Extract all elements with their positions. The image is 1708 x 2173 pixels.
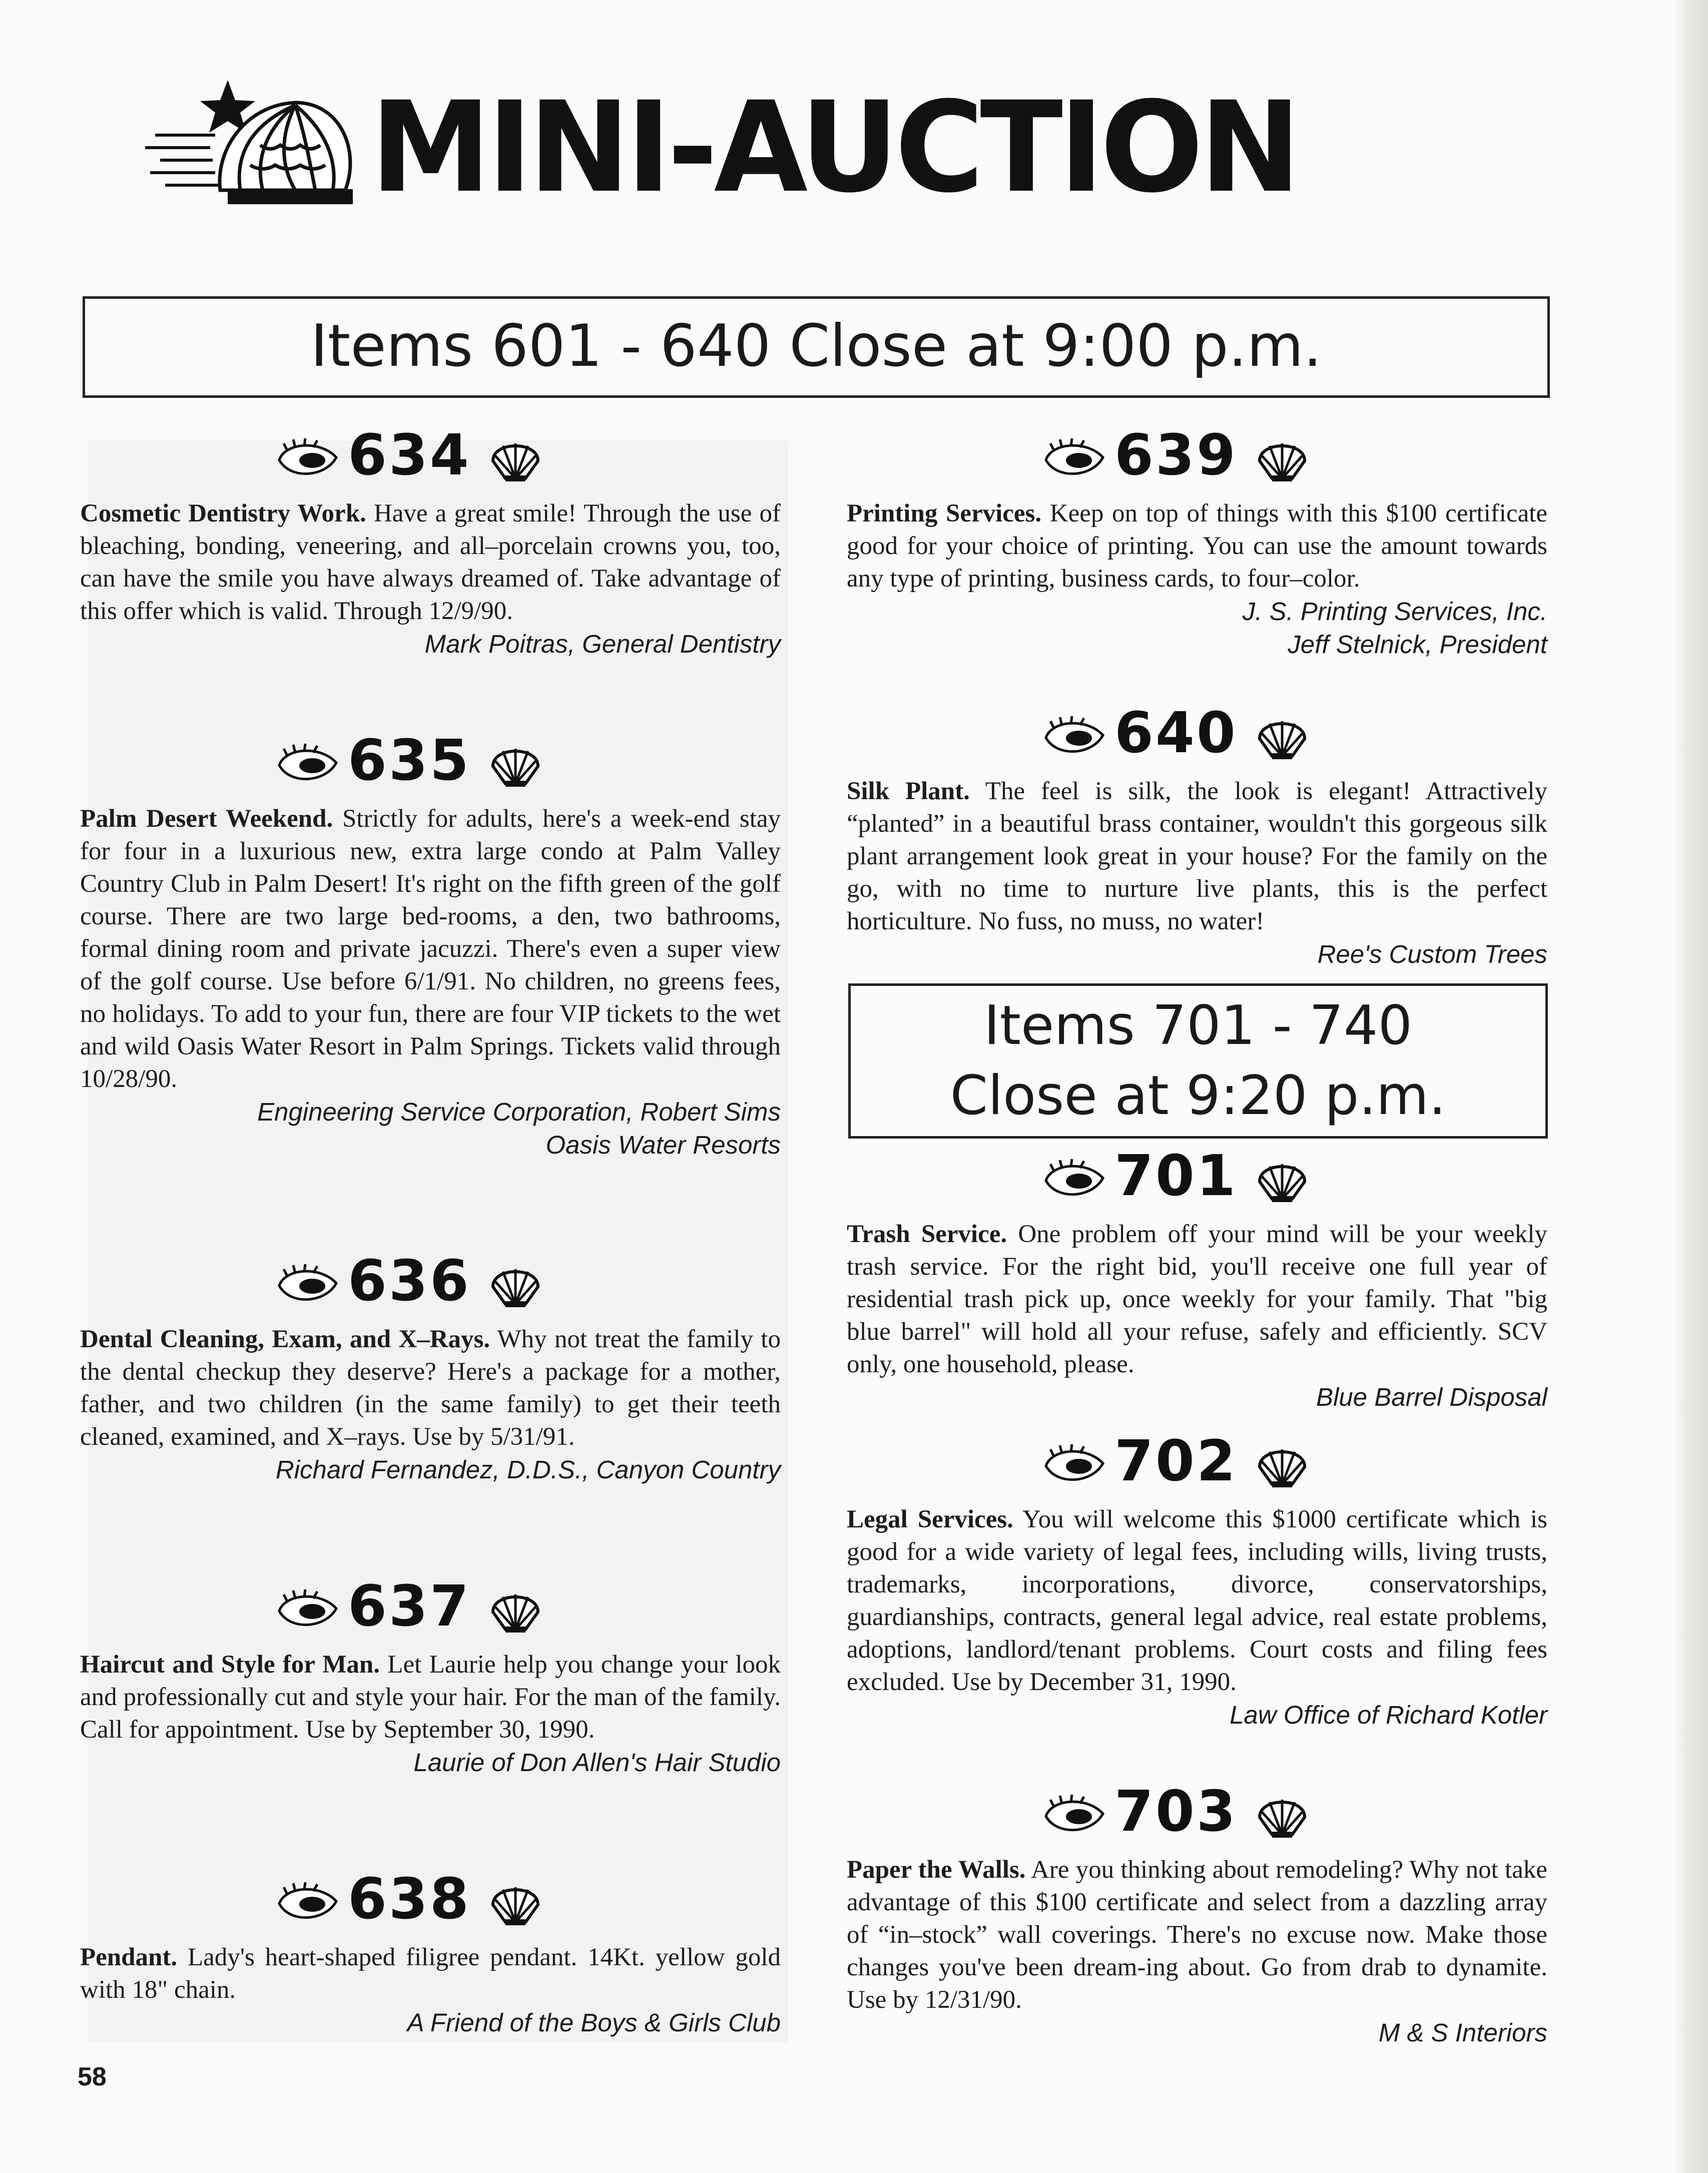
lot-number: 634: [348, 423, 471, 488]
conch-shell-icon: [275, 437, 340, 482]
auction-item: [847, 701, 1547, 971]
item-text: Lady's heart-shaped filigree pendant. 14Kt. yellow gold with 18" chain.: [80, 1943, 781, 2004]
lot-number: 701: [1114, 1144, 1238, 1209]
item-text: Why not treat the family to the dental checkup they deserve? Here's a package for a mother, father, and two children (in the same family) to get their teeth cleaned, examined, and X–rays. Use by 5/31/91.: [80, 1325, 781, 1451]
lot-number-row: [847, 1429, 1547, 1501]
conch-shell-icon: [275, 1588, 340, 1634]
scallop-shell-icon: [1255, 433, 1310, 483]
lot-number-row: [847, 1779, 1547, 1852]
page-edge-shadow: [1673, 0, 1708, 2173]
conch-shell-icon: [1042, 1443, 1107, 1488]
scallop-shell-icon: [1255, 711, 1310, 761]
auction-item: [847, 1144, 1548, 1414]
scallop-shell-icon: [488, 1259, 543, 1309]
item-title: Pendant.: [80, 1943, 178, 1971]
item-title: Haircut and Style for Man.: [80, 1651, 380, 1679]
conch-shell-icon: [1042, 1794, 1107, 1839]
item-title: Paper the Walls.: [847, 1856, 1026, 1884]
lot-number: 639: [1114, 423, 1238, 488]
donor-credit: Engineering Service Corporation, Robert Sims: [257, 1098, 781, 1126]
lot-number: 635: [348, 728, 471, 793]
page-title: MINI-AUCTION: [370, 75, 1298, 220]
item-description: [847, 497, 1547, 595]
item-text: Strictly for adults, here's a week-end stay for four in a luxurious new, extra large condo at Palm Valley Country Club in Palm Desert! It's right on the fifth green of the golf course. There are two large bed-rooms, a den, two bathrooms, formal dining room and private jacuzzi. There's even a super view of the golf course. Use before 6/1/91. No children, no greens fees, no holidays. To add to your fun, there are four VIP tickets to the wet and wild Oasis Water Resort in Palm Springs. Tickets valid through 10/28/90.: [80, 805, 781, 1093]
closing-items-range: Items 701 - 740: [983, 994, 1413, 1057]
closing-time-banner-2: [848, 983, 1548, 1139]
auction-item: [80, 1574, 781, 1779]
auction-item: [847, 1779, 1548, 2049]
item-description: [847, 1854, 1547, 2016]
donor-credit: Richard Fernandez, D.D.S., Canyon Country: [275, 1455, 781, 1484]
lot-number-row: [80, 423, 781, 495]
auction-item: [847, 1429, 1548, 1732]
donor-credit: Blue Barrel Disposal: [1316, 1383, 1547, 1411]
donor-credit: Oasis Water Resorts: [545, 1131, 781, 1159]
item-title: Dental Cleaning, Exam, and X–Rays.: [80, 1325, 490, 1353]
donor-credit: Law Office of Richard Kotler: [1230, 1701, 1547, 1729]
lot-number-row: [80, 1574, 781, 1647]
scallop-shell-icon: [488, 1877, 543, 1927]
page-number: 58: [78, 2062, 107, 2091]
lot-number: 638: [348, 1867, 471, 1932]
conch-shell-icon: [275, 1263, 340, 1308]
donor-credit: Mark Poitras, General Dentistry: [424, 630, 781, 658]
item-description: [847, 1218, 1547, 1381]
lot-number-row: [80, 728, 781, 801]
bleed-through-background: [88, 440, 788, 2042]
item-title: Legal Services.: [847, 1505, 1013, 1533]
item-title: Trash Service.: [847, 1220, 1007, 1248]
lot-number: 702: [1114, 1429, 1238, 1494]
lot-number-row: [847, 701, 1547, 773]
item-title: Cosmetic Dentistry Work.: [80, 499, 366, 527]
conch-shell-icon: [275, 1881, 340, 1926]
header: [145, 70, 1456, 220]
auction-item: [847, 423, 1548, 661]
lot-number-row: [847, 1144, 1547, 1216]
donor-credit: Laurie of Don Allen's Hair Studio: [413, 1748, 781, 1777]
closing-time-banner: [83, 296, 1550, 398]
lot-number-row: [80, 1867, 781, 1939]
item-text: The feel is silk, the look is elegant! Attractively “planted” in a beautiful brass container, wouldn't this gorgeous silk plant arrangement look great in your house? For the family on the go, with no time to nurture live plants, this is the perfect horticulture. No fuss, no muss, no water!: [847, 777, 1547, 935]
item-text: You will welcome this $1000 certificate which is good for a wide variety of legal fees, including wills, living trusts, trademarks, incorporations, divorce, conservatorships, guardianships, contracts, general legal advice, real estate problems, adoptions, landlord/tenant problems. Court costs and filing fees excluded. Use by December 31, 1990.: [847, 1505, 1548, 1696]
item-description: [80, 497, 781, 628]
item-text: Are you thinking about remodeling? Why not take advantage of this $100 certificate and select from a dazzling array of “in–stock” wall coverings. There's no excuse now. Make those changes you've been dream-ing about. Go from drab to dynamite. Use by 12/31/90.: [847, 1856, 1548, 2014]
scallop-shell-icon: [1255, 1790, 1310, 1840]
lot-number: 640: [1114, 701, 1238, 766]
item-description: [80, 803, 781, 1096]
scallop-shell-icon: [488, 739, 543, 789]
lot-number-row: [80, 1249, 781, 1321]
item-description: [80, 1649, 781, 1746]
auction-item: [80, 728, 781, 1162]
seashell-logo-icon: [145, 75, 365, 210]
item-text: Let Laurie help you change your look and professionally cut and style your hair. For the man of the family. Call for appointment. Use by September 30, 1990.: [80, 1651, 781, 1744]
donor-credit: Ree's Custom Trees: [1317, 940, 1547, 968]
lot-number: 703: [1114, 1779, 1238, 1844]
donor-credit: M & S Interiors: [1378, 2018, 1547, 2047]
scallop-shell-icon: [488, 1584, 543, 1635]
scallop-shell-icon: [1255, 1154, 1310, 1204]
closing-time-text: Items 601 - 640 Close at 9:00 p.m.: [310, 312, 1322, 380]
lot-number: 637: [348, 1574, 471, 1639]
scallop-shell-icon: [488, 433, 543, 483]
lot-number: 636: [348, 1249, 471, 1314]
scallop-shell-icon: [1255, 1439, 1310, 1489]
item-description: [847, 1503, 1547, 1699]
item-text: Keep on top of things with this $100 certificate good for your choice of printing. You can use the amount towards any type of printing, business cards, to four–color.: [847, 499, 1548, 593]
conch-shell-icon: [1042, 437, 1107, 482]
lot-number-row: [847, 423, 1547, 495]
conch-shell-icon: [1042, 715, 1107, 760]
item-description: [847, 775, 1547, 938]
item-title: Silk Plant.: [847, 777, 970, 805]
auction-item: [80, 423, 781, 661]
item-title: Palm Desert Weekend.: [80, 805, 333, 833]
item-description: [80, 1941, 781, 2006]
conch-shell-icon: [275, 743, 340, 788]
donor-credit: J. S. Printing Services, Inc.: [1242, 597, 1547, 626]
donor-credit: A Friend of the Boys & Girls Club: [407, 2008, 781, 2037]
item-text: One problem off your mind will be your weekly trash service. For the right bid, you'll receive one full year of residential trash pick up, once weekly for your family. That "big blue barrel" will hold all your refuse, safely and efficiently. SCV only, one household, please.: [847, 1220, 1548, 1378]
item-title: Printing Services.: [847, 499, 1042, 527]
conch-shell-icon: [1042, 1158, 1107, 1203]
item-text: Have a great smile! Through the use of bleaching, bonding, veneering, and all–porcelain crowns you, too, can have the smile you have always dreamed of. Take advantage of this offer which is valid. Through 12/9/90.: [80, 499, 781, 625]
auction-item: [80, 1249, 781, 1486]
auction-item: [80, 1867, 781, 2039]
donor-credit: Jeff Stelnick, President: [1288, 630, 1547, 659]
item-description: [80, 1323, 781, 1453]
closing-time-text-2: Close at 9:20 p.m.: [950, 1064, 1446, 1127]
